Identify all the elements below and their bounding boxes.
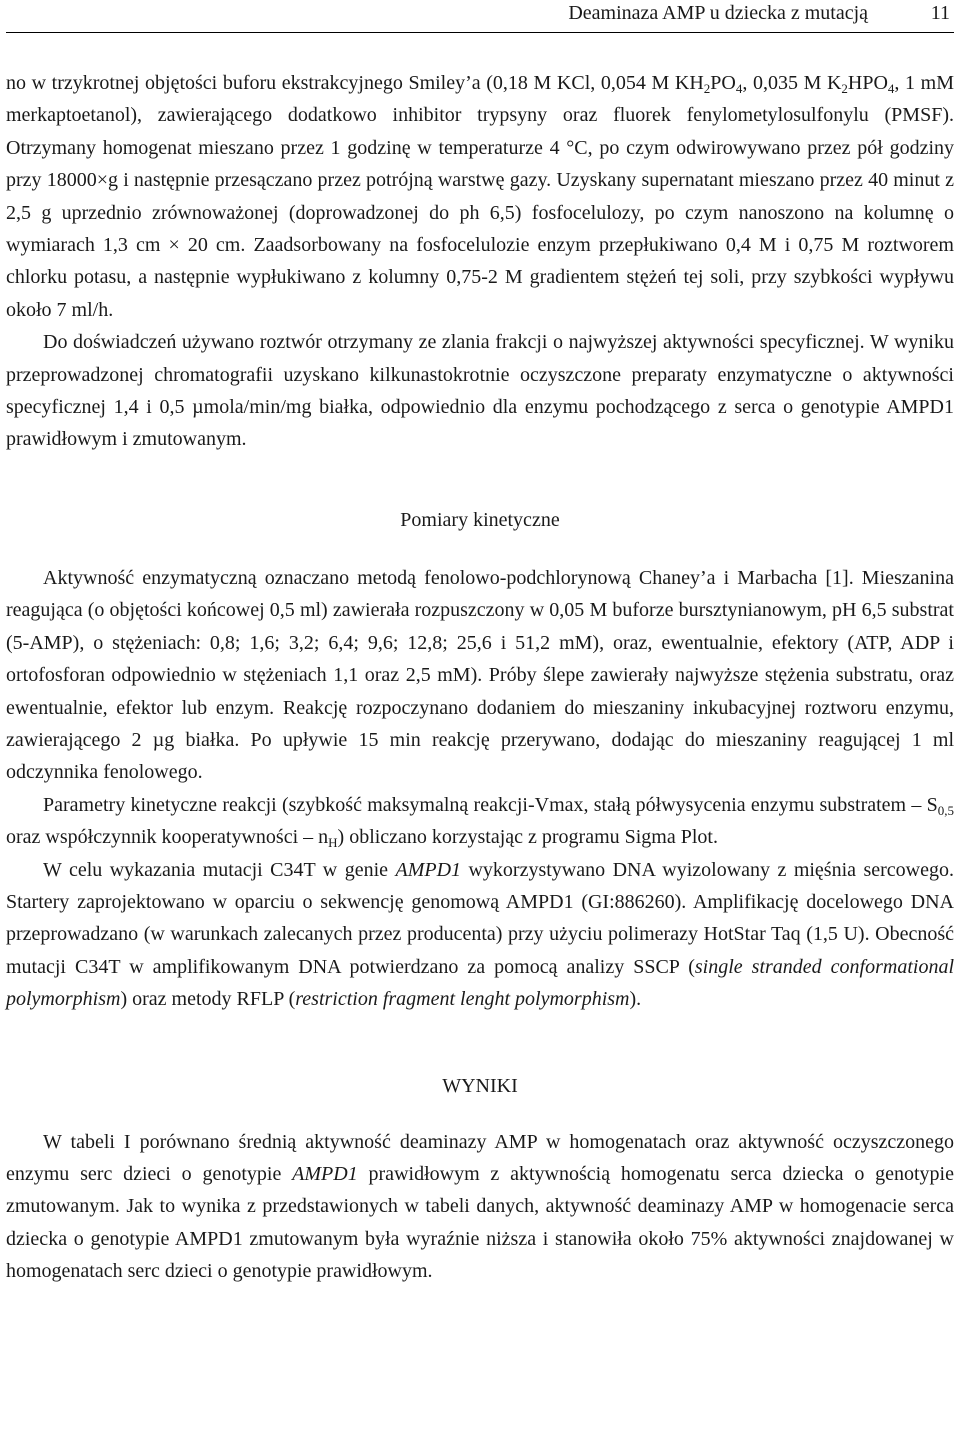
running-header (6, 0, 954, 33)
results-paragraph-1: W tabeli I porównano średnią aktywność deaminazy AMP w homogenatach oraz aktywność oczyszczonego enzymu serc dzieci o genotypie AMPD1 prawidłowym z aktywnością homogenatu serca dziecka o genotypie zmutowanym. Jak to wynika z przedstawionych w tabeli danych, aktywność deaminazy AMP w homogenacie serca dziecka o genotypie AMPD1 zmutowanym była wyraźnie niższa i stanowiła około 75% aktywności znajdowanej w homogenatach serc dzieci o genotypie prawidłowym. (6, 1130, 954, 1283)
document-page (6, 0, 954, 1288)
section-heading-kinetics: Pomiary kinetyczne (400, 508, 560, 531)
kinetics-paragraph-3: W celu wykazania mutacji C34T w genie AMPD1 wykorzystywano DNA wyizolowany z mięśnia sercowego. Startery zaprojektowano w oparciu o sekwencję genomową AMPD1 (GI:886260). Amplifikację docelowego DNA przeprowadzano (w warunkach zalecanych przez producenta) przy użyciu polimerazy HotStar Taq (1,5 U). Obecność mutacji C34T w amplifikowanym DNA potwierdzano za pomocą analizy SSCP (single stranded conformational polymorphism) oraz metody RFLP (restriction fragment lenght polymorphism). (6, 858, 955, 1011)
methods-paragraph-2: Do doświadczeń używano roztwór otrzymany ze zlania frakcji o najwyższej aktywności specyficznej. W wyniku przeprowadzonej chromatografii uzyskano kilkunastokrotnie oczyszczone preparaty enzymatyczne o aktywności specyficznej 1,4 i 0,5 µmola/min/mg białka, odpowiednio dla enzymu pochodzącego z serca o genotypie AMPD1 prawidłowym i zmutowanym. (6, 331, 954, 451)
kinetics-paragraph-2: Parametry kinetyczne reakcji (szybkość maksymalną reakcji-Vmax, stałą półwysycenia enzymu substratem – $S_{0,5}$ oraz współczynnik kooperatywności – $n_H$) obliczano korzystając z programu Sigma Plot. (6, 793, 954, 851)
page-number: 11 (930, 2, 950, 24)
kinetics-paragraph-1: Aktywność enzymatyczną oznaczano metodą fenolowo-podchlorynową Chaney’a i Marbacha [1]. Mieszanina reagująca (o objętości końcowej 0,5 ml) zawierała rozpuszczony w 0,05 M buforze bursztynianowym, pH 6,5 substrat (5-AMP), o stężeniach: 0,8; 1,6; 3,2; 6,4; 9,6; 12,8; 25,6 i 51,2 mM), oraz, ewentualnie, efektory (ATP, ADP i ortofosforan odpowiednio w stężeniach 1,1 oraz 2,5 mM). Próby ślepe zawierały najwyższe stężenia substratu, oraz ewentualnie, efektor lub enzym. Reakcję rozpoczynano dodaniem do mieszaniny inkubacyjnej roztworu enzymu, zawierającego 2 µg białka. Po upływie 15 min reakcję przerywano, dodając do mieszaniny reagującej 1 ml odczynnika fenolowego. (6, 566, 954, 784)
document-body (6, 33, 954, 1288)
methods-paragraph-1: no w trzykrotnej objętości buforu ekstrakcyjnego Smiley’a (0,18 M KCl, 0,054 M $KH_2PO_4$, 0,035 M $K_2HPO_4$, 1 mM merkaptoetanol), zawierającego dodatkowo inhibitor trypsyny oraz fluorek fenylometylosulfonylu (PMSF). Otrzymany homogenat mieszano przez 1 godzinę w temperaturze 4 °C, po czym odwirowywano przez pół godziny przy 18000×g i następnie przesączano przez potrójną warstwę gazy. Uzyskany supernatant mieszano przez 40 minut z 2,5 g uprzednio zrównoważonej (doprowadzonej do ph 6,5) fosfocelulozy, po czym nanoszono na kolumnę o wymiarach 1,3 cm × 20 cm. Zaadsorbowany na fosfocelulozie enzym przepłukiwano 0,4 M i 0,75 M roztworem chlorku potasu, a następnie wypłukiwano z kolumny 0,75-2 M gradientem stężeń tej soli, przy szybkości wypływu około 7 ml/h. (6, 72, 954, 321)
section-heading-results: WYNIKI (442, 1074, 518, 1097)
running-title: Deaminaza AMP u dziecka z mutacją (568, 2, 868, 24)
